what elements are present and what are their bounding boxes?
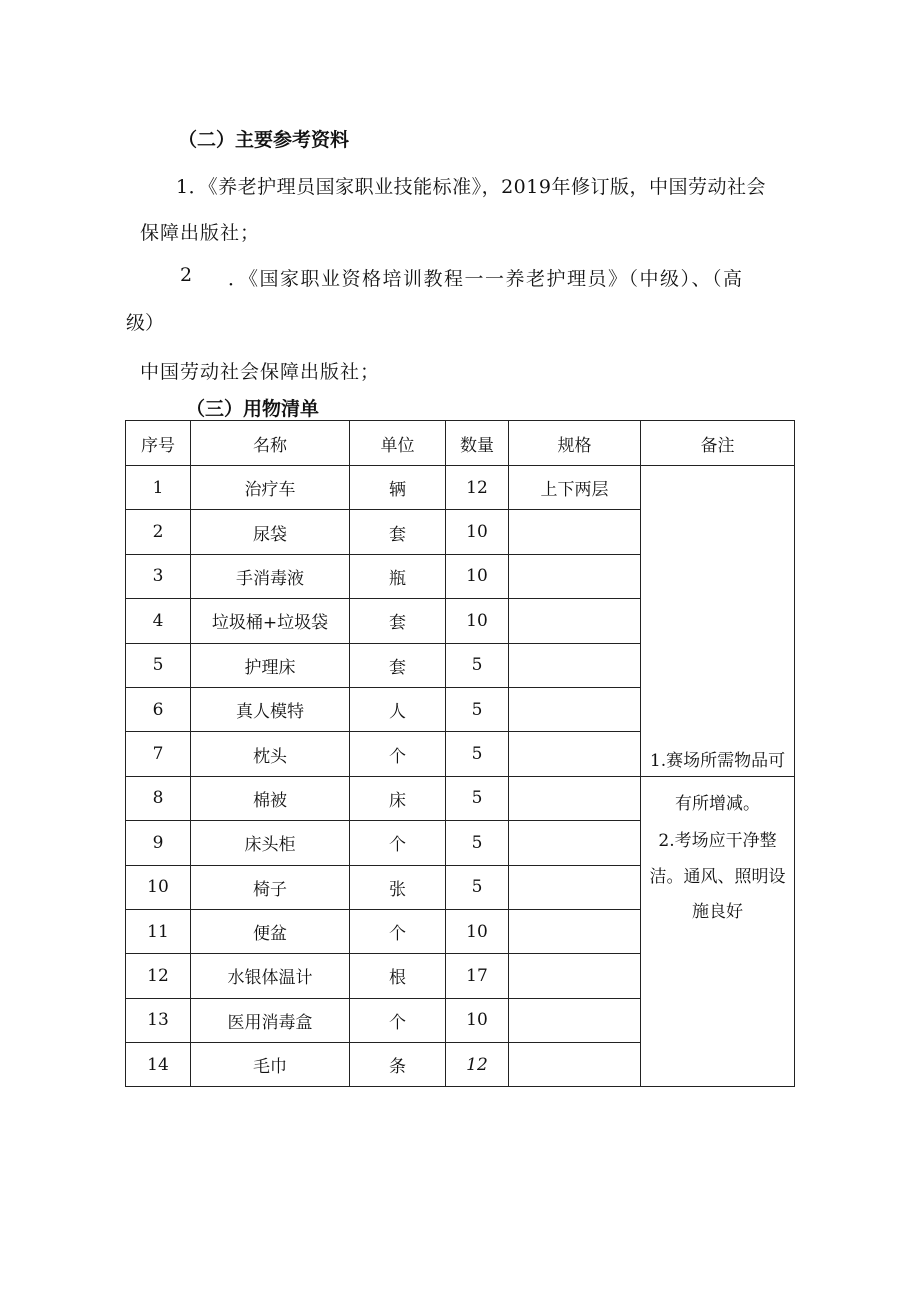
- column-header-remarks: 备注: [641, 421, 795, 466]
- cell-spec: [509, 954, 641, 998]
- cell-unit: 条: [350, 1043, 446, 1087]
- cell-quantity: 10: [446, 599, 509, 643]
- remarks-line: 有所增减。: [675, 794, 760, 814]
- cell-number: 4: [126, 599, 191, 643]
- cell-name: 真人模特: [191, 687, 350, 731]
- reference-2-line-1: ．《国家职业资格培训教程一一养老护理员》（中级）、（高: [228, 268, 744, 290]
- column-header-quantity: 数量: [446, 421, 509, 466]
- column-header-name: 名称: [191, 421, 350, 466]
- cell-name: 便盆: [191, 909, 350, 953]
- cell-number: 10: [126, 865, 191, 909]
- cell-quantity: 10: [446, 510, 509, 554]
- cell-unit: 根: [350, 954, 446, 998]
- column-header-spec: 规格: [509, 421, 641, 466]
- cell-spec: [509, 998, 641, 1042]
- remarks-line: 洁。通风、照明设: [649, 867, 786, 887]
- cell-name: 护理床: [191, 643, 350, 687]
- section-heading-supplies: （三）用物清单: [186, 398, 320, 420]
- cell-unit: 套: [350, 643, 446, 687]
- cell-number: 11: [126, 909, 191, 953]
- cell-spec: [509, 510, 641, 554]
- cell-unit: 个: [350, 909, 446, 953]
- cell-quantity: 5: [446, 643, 509, 687]
- reference-2-line-3: 中国劳动社会保障出版社；: [140, 361, 381, 383]
- cell-unit: 个: [350, 998, 446, 1042]
- cell-name: 垃圾桶+垃圾袋: [191, 599, 350, 643]
- cell-quantity: 5: [446, 687, 509, 731]
- cell-number: 8: [126, 776, 191, 820]
- cell-spec: [509, 776, 641, 820]
- cell-name: 手消毒液: [191, 554, 350, 598]
- cell-spec: [509, 865, 641, 909]
- cell-quantity: 5: [446, 821, 509, 865]
- cell-spec: [509, 643, 641, 687]
- cell-spec: [509, 599, 641, 643]
- cell-name: 棉被: [191, 776, 350, 820]
- reference-2-line-2: 级）: [126, 312, 165, 334]
- cell-unit: 个: [350, 732, 446, 776]
- cell-quantity: 12: [446, 466, 509, 510]
- table-row: [126, 466, 795, 510]
- cell-spec: [509, 1043, 641, 1087]
- cell-name: 床头柜: [191, 821, 350, 865]
- cell-name: 椅子: [191, 865, 350, 909]
- cell-quantity: 5: [446, 732, 509, 776]
- cell-number: 1: [126, 466, 191, 510]
- cell-quantity: 10: [446, 998, 509, 1042]
- reference-1-line-1: 1．《养老护理员国家职业技能标准》，2019年修订版，中国劳动社会: [176, 176, 766, 198]
- cell-spec: [509, 909, 641, 953]
- cell-quantity: 5: [446, 865, 509, 909]
- cell-name: 治疗车: [191, 466, 350, 510]
- cell-unit: 套: [350, 510, 446, 554]
- cell-spec: [509, 732, 641, 776]
- table-header-row: [126, 421, 795, 466]
- cell-unit: 瓶: [350, 554, 446, 598]
- remarks-line: 施良好: [692, 902, 743, 922]
- cell-spec: [509, 554, 641, 598]
- cell-number: 3: [126, 554, 191, 598]
- cell-quantity: 10: [446, 554, 509, 598]
- cell-spec: [509, 687, 641, 731]
- section-heading-references: （二）主要参考资料: [178, 129, 350, 151]
- cell-name: 枕头: [191, 732, 350, 776]
- cell-number: 2: [126, 510, 191, 554]
- cell-quantity: 5: [446, 776, 509, 820]
- cell-name: 尿袋: [191, 510, 350, 554]
- cell-number: 5: [126, 643, 191, 687]
- cell-quantity: 10: [446, 909, 509, 953]
- cell-unit: 张: [350, 865, 446, 909]
- cell-number: 9: [126, 821, 191, 865]
- cell-spec: 上下两层: [509, 466, 641, 510]
- remarks-cell: [641, 466, 795, 1087]
- cell-name: 毛巾: [191, 1043, 350, 1087]
- remarks-text: [641, 751, 794, 928]
- remarks-line: 1.赛场所需物品可: [649, 751, 786, 771]
- cell-unit: 辆: [350, 466, 446, 510]
- cell-unit: 套: [350, 599, 446, 643]
- column-header-number: 序号: [126, 421, 191, 466]
- reference-2-number: 2: [180, 264, 193, 286]
- cell-name: 医用消毒盒: [191, 998, 350, 1042]
- remarks-line: 2.考场应干净整: [658, 831, 777, 851]
- cell-unit: 人: [350, 687, 446, 731]
- cell-quantity: 17: [446, 954, 509, 998]
- cell-number: 13: [126, 998, 191, 1042]
- cell-number: 7: [126, 732, 191, 776]
- cell-number: 14: [126, 1043, 191, 1087]
- supplies-table: [125, 420, 795, 1087]
- cell-name: 水银体温计: [191, 954, 350, 998]
- reference-1-line-2: 保障出版社；: [140, 222, 261, 244]
- cell-number: 12: [126, 954, 191, 998]
- cell-quantity: 12: [446, 1043, 509, 1087]
- cell-unit: 床: [350, 776, 446, 820]
- cell-spec: [509, 821, 641, 865]
- column-header-unit: 单位: [350, 421, 446, 466]
- cell-number: 6: [126, 687, 191, 731]
- cell-unit: 个: [350, 821, 446, 865]
